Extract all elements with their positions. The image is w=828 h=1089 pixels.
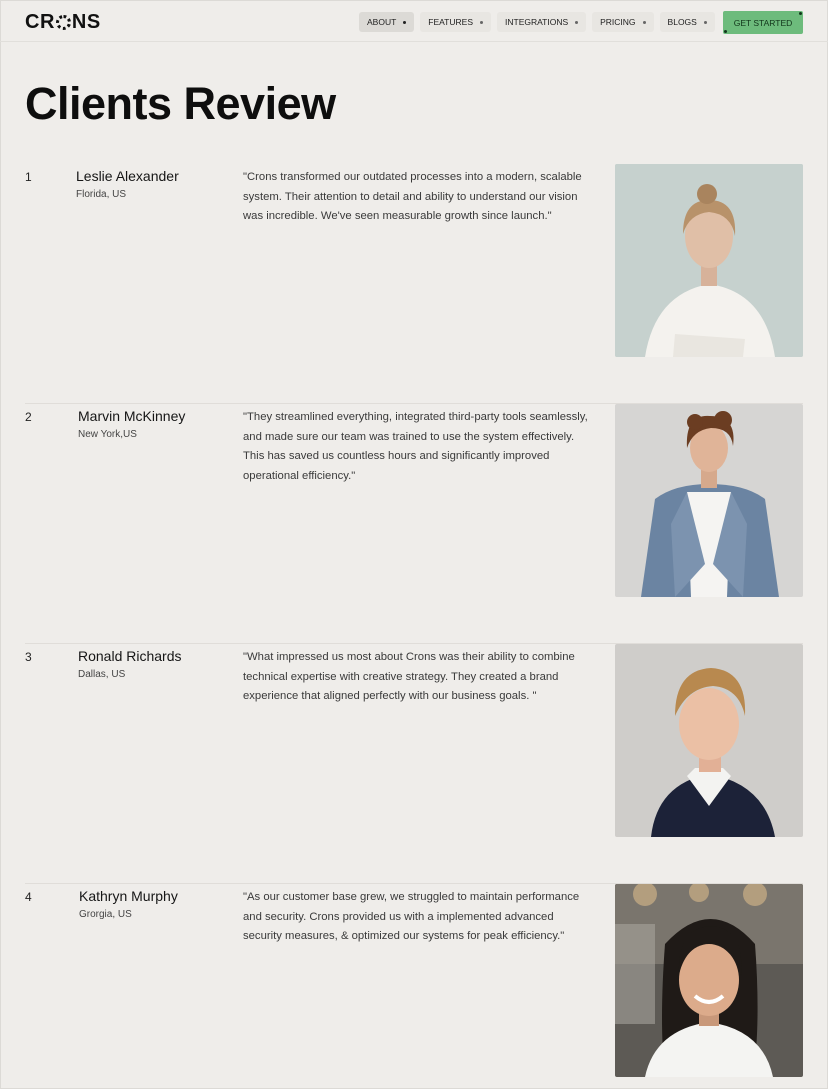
dropdown-dot-icon: [704, 21, 707, 24]
dropdown-dot-icon: [575, 21, 578, 24]
client-name: Ronald Richards: [78, 648, 182, 664]
logo-ring-icon: [56, 15, 71, 30]
review-number: 1: [25, 170, 32, 184]
main-nav: [359, 12, 715, 32]
review-number: 3: [25, 650, 32, 664]
review-number: 2: [25, 410, 32, 424]
review-row: [25, 884, 803, 1089]
dropdown-dot-icon: [403, 21, 406, 24]
nav-item-label: FEATURES: [428, 17, 473, 27]
review-quote: "As our customer base grew, we struggled to maintain performance and security. Crons provided us with a implemented advanced security measures, & optimized our systems for peak efficiency.": [243, 891, 580, 943]
review-quote: "They streamlined everything, integrated third-party tools seamlessly, and made sure our team was trained to use the system effectively. This has saved us countless hours and significantly improved operational efficiency.": [243, 411, 588, 482]
client-name: Kathryn Murphy: [79, 888, 178, 904]
client-photo-woman-icon: [615, 884, 803, 1077]
nav-item-about[interactable]: [359, 12, 414, 32]
dropdown-dot-icon: [480, 21, 483, 24]
client-location: Grorgia, US: [79, 909, 132, 920]
client-location: Florida, US: [76, 189, 127, 200]
nav-item-pricing[interactable]: [592, 12, 653, 32]
client-photo: [615, 164, 803, 357]
client-location: New York,US: [78, 429, 137, 440]
page-title: Clients Review: [25, 78, 336, 129]
nav-item-integrations[interactable]: [497, 12, 586, 32]
nav-item-label: PRICING: [600, 17, 636, 27]
dropdown-dot-icon: [643, 21, 646, 24]
review-row: [25, 644, 803, 884]
review-quote: "What impressed us most about Crons was their ability to combine technical expertise with creative strategy. They created a brand experience that aligned perfectly with our business goals. ": [243, 651, 575, 703]
nav-item-label: BLOGS: [667, 17, 697, 27]
client-photo-woman-icon: [615, 164, 803, 357]
corner-dot-icon: [799, 12, 802, 15]
corner-dot-icon: [724, 30, 727, 33]
nav-item-label: ABOUT: [367, 17, 397, 27]
client-photo-man-icon: [615, 644, 803, 837]
review-row: [25, 404, 803, 644]
nav-item-label: INTEGRATIONS: [505, 17, 569, 27]
client-photo: [615, 884, 803, 1077]
client-photo-man-icon: [615, 404, 803, 597]
logo-text-start: CR: [25, 11, 55, 33]
client-photo: [615, 644, 803, 837]
logo[interactable]: [25, 11, 101, 34]
get-started-button[interactable]: [723, 11, 803, 34]
logo-text-end: NS: [71, 11, 101, 33]
nav-item-features[interactable]: [420, 12, 491, 32]
review-number: 4: [25, 890, 32, 904]
review-quote: "Crons transformed our outdated processes into a modern, scalable system. Their attention to detail and ability to understand our vision was incredible. We've seen measurable growth since launch.": [243, 171, 582, 223]
client-location: Dallas, US: [78, 669, 126, 680]
site-header: [0, 0, 828, 42]
client-name: Leslie Alexander: [76, 168, 179, 184]
client-photo: [615, 404, 803, 597]
get-started-label: GET STARTED: [733, 17, 793, 28]
client-name: Marvin McKinney: [78, 408, 186, 424]
review-row: [25, 164, 803, 404]
nav-item-blogs[interactable]: [660, 12, 715, 32]
